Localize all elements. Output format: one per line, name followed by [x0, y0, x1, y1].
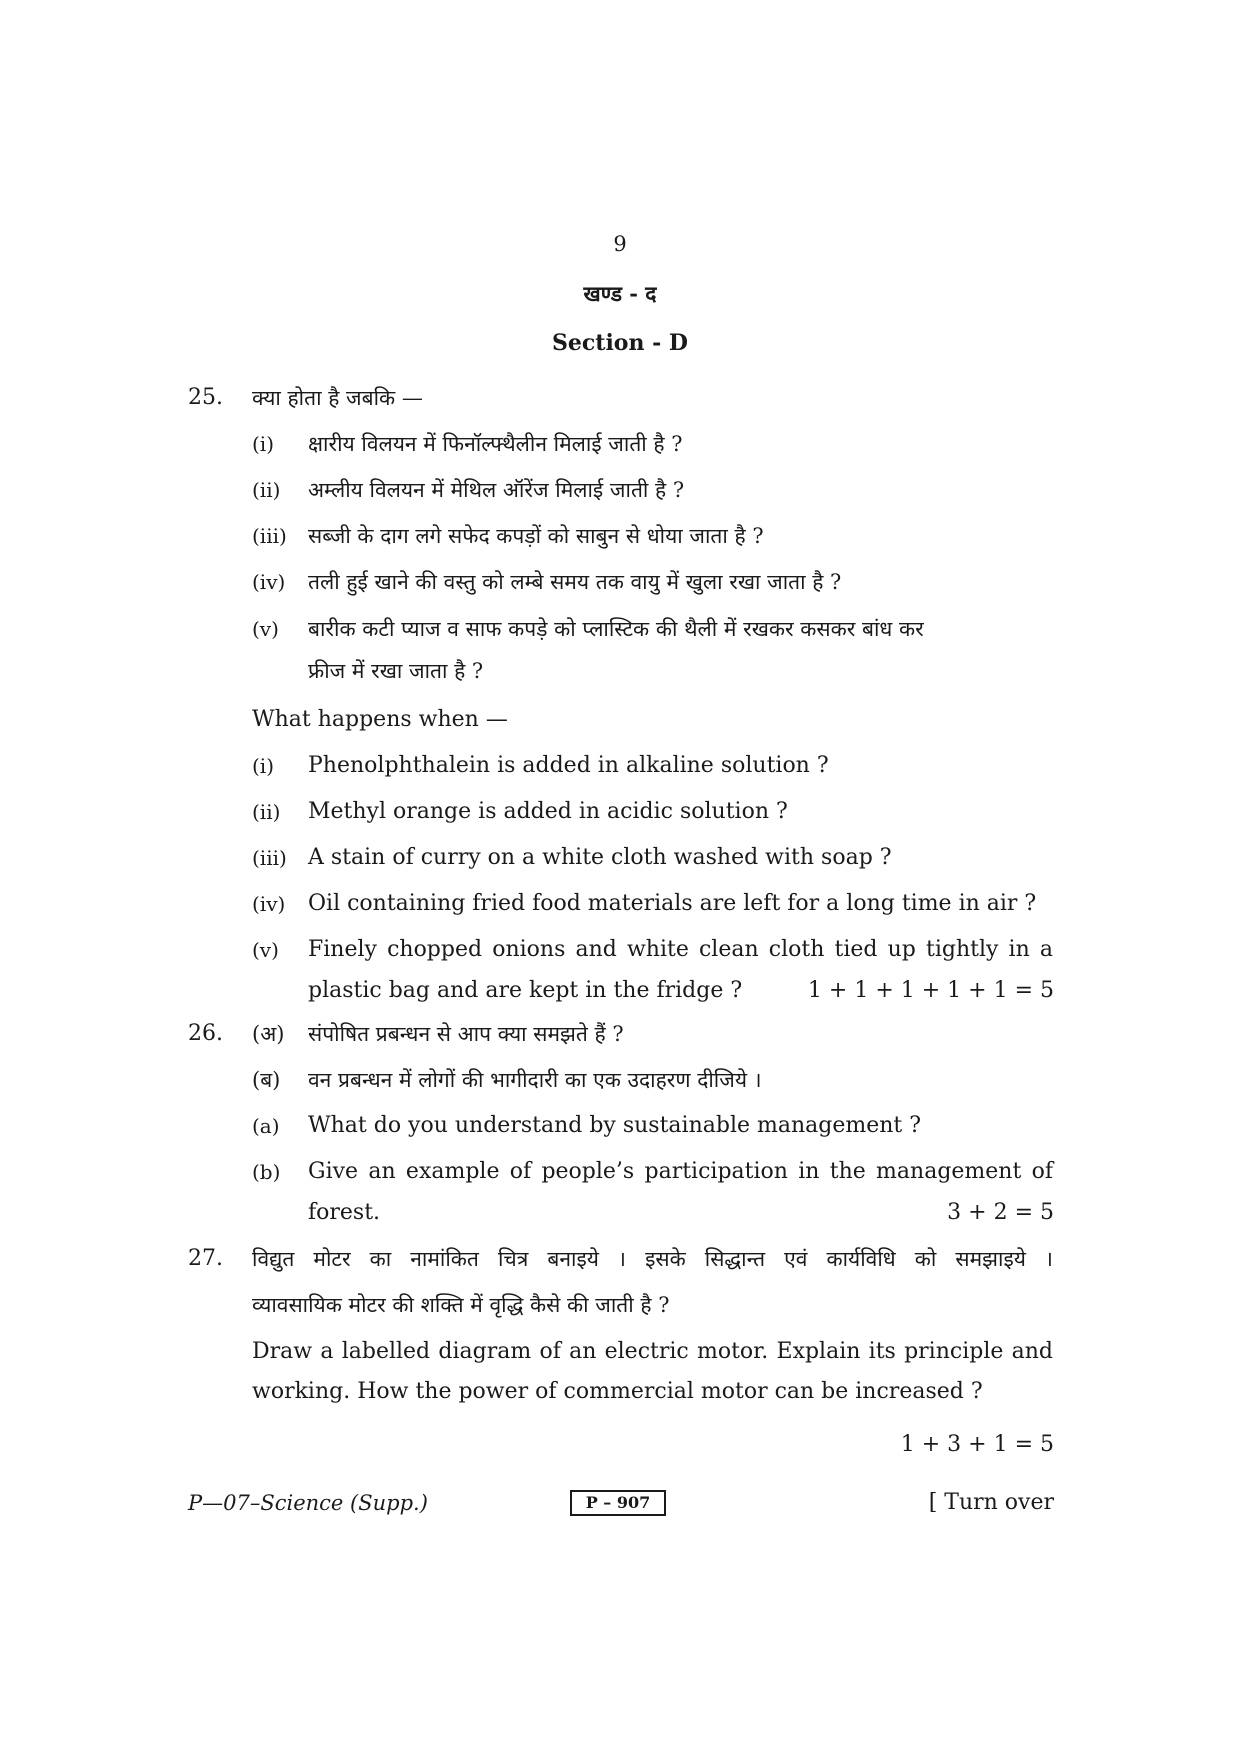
item-text-english-continued: forest.	[308, 1200, 381, 1225]
question-text-hindi-continued: व्यावसायिक मोटर की शक्ति में वृद्धि कैसे की जाती है ?	[252, 1293, 670, 1317]
item-label: (iv)	[252, 570, 286, 594]
item-text-english: A stain of curry on a white cloth washed with soap ?	[308, 845, 892, 870]
item-label: (ii)	[252, 478, 281, 502]
item-label: (i)	[252, 432, 275, 456]
item-text-english: Methyl orange is added in acidic solution ?	[308, 799, 788, 824]
paper-code: P—07–Science (Supp.)	[188, 1491, 428, 1515]
question-text-hindi: विद्युत मोटर का नामांकित चित्र बनाइये । इसके सिद्धान्त एवं कार्यविधि को समझाइये ।	[252, 1247, 1053, 1271]
item-label: (iii)	[252, 524, 287, 548]
page-number: 9	[613, 232, 627, 256]
item-label: (v)	[252, 617, 279, 641]
marks: 1 + 3 + 1 = 5	[900, 1432, 1054, 1457]
item-label: (b)	[252, 1160, 281, 1184]
question-number: 25.	[188, 385, 223, 410]
item-text-english: What do you understand by sustainable management ?	[308, 1113, 922, 1138]
item-label: (ब)	[252, 1068, 281, 1092]
item-text-hindi: तली हुई खाने की वस्तु को लम्बे समय तक वायु में खुला रखा जाता है ?	[308, 570, 842, 594]
item-text-hindi-continued: फ्रीज में रखा जाता है ?	[308, 659, 484, 683]
item-text-english: Oil containing fried food materials are left for a long time in air ?	[308, 891, 1037, 916]
question-intro-hindi: क्या होता है जबकि —	[252, 386, 423, 410]
item-text-hindi: संपोषित प्रबन्धन से आप क्या समझते हैं ?	[308, 1022, 624, 1046]
item-label: (a)	[252, 1114, 280, 1138]
item-text-hindi: सब्जी के दाग लगे सफेद कपड़ों को साबुन से धोया जाता है ?	[308, 524, 764, 548]
item-text-hindi: क्षारीय विलयन में फिनॉल्फ्थैलीन मिलाई जाती है ?	[308, 432, 683, 456]
item-label: (v)	[252, 938, 279, 962]
question-text-english: Draw a labelled diagram of an electric motor. Explain its principle and	[252, 1339, 1053, 1364]
turn-over-note: [ Turn over	[928, 1490, 1054, 1515]
item-text-hindi: वन प्रबन्धन में लोगों की भागीदारी का एक उदाहरण दीजिये ।	[308, 1068, 762, 1092]
item-text-english: Give an example of people’s participation in the management of	[308, 1159, 1053, 1184]
set-code-box: P – 907	[570, 1490, 666, 1516]
question-text-english-continued: working. How the power of commercial motor can be increased ?	[252, 1379, 983, 1404]
item-text-english: Finely chopped onions and white clean cloth tied up tightly in a	[308, 937, 1053, 962]
item-label: (iii)	[252, 846, 287, 870]
section-title-hindi: खण्ड - द	[583, 281, 657, 306]
item-text-hindi: बारीक कटी प्याज व साफ कपड़े को प्लास्टिक की थैली में रखकर कसकर बांध कर	[308, 617, 924, 641]
item-label: (अ)	[252, 1022, 285, 1046]
marks: 3 + 2 = 5	[947, 1200, 1054, 1225]
item-label: (iv)	[252, 892, 286, 916]
item-text-english: Phenolphthalein is added in alkaline solution ?	[308, 753, 829, 778]
item-label: (i)	[252, 754, 275, 778]
question-number: 27.	[188, 1246, 223, 1271]
question-intro-english: What happens when —	[252, 707, 508, 732]
question-number: 26.	[188, 1021, 223, 1046]
marks: 1 + 1 + 1 + 1 + 1 = 5	[807, 978, 1054, 1003]
section-title-english: Section - D	[552, 330, 688, 356]
item-label: (ii)	[252, 800, 281, 824]
item-text-english-continued: plastic bag and are kept in the fridge ?	[308, 978, 743, 1003]
item-text-hindi: अम्लीय विलयन में मेथिल ऑरेंज मिलाई जाती है ?	[308, 478, 685, 502]
